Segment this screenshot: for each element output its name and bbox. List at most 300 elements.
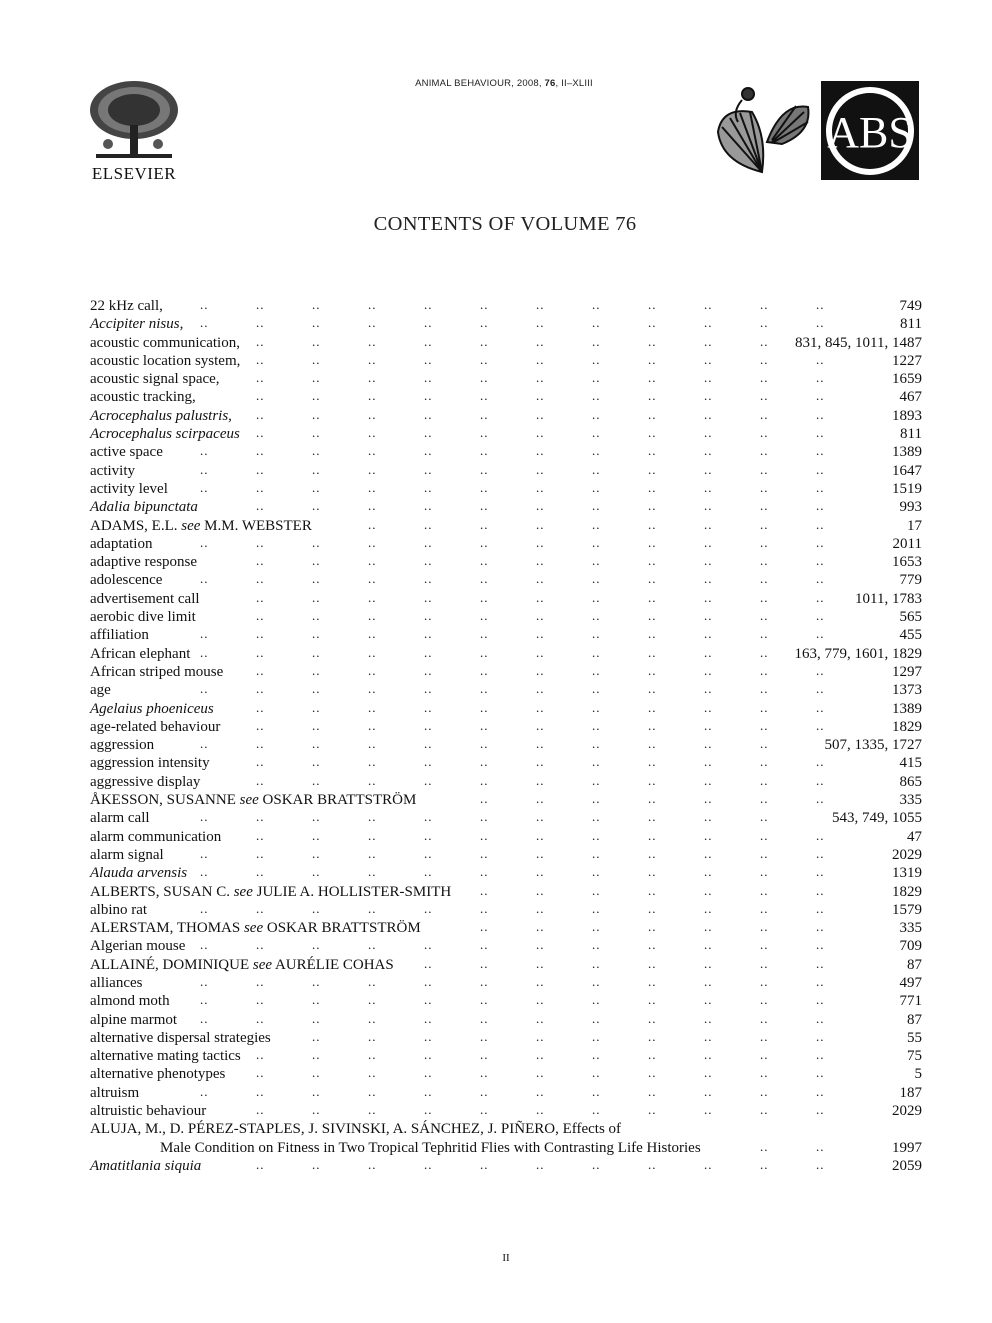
leader-dot: .. bbox=[536, 882, 545, 898]
leader-dot: .. bbox=[200, 1083, 209, 1099]
leader-dots bbox=[90, 315, 922, 333]
leader-dot: .. bbox=[424, 827, 433, 843]
leader-dot: .. bbox=[424, 571, 433, 587]
leader-dot: .. bbox=[648, 388, 657, 404]
index-entry bbox=[90, 883, 922, 901]
term-text: Agelaius phoeniceus bbox=[90, 700, 214, 717]
leader-dot: .. bbox=[592, 388, 601, 404]
leader-dots bbox=[90, 718, 922, 736]
leader-dot: .. bbox=[368, 498, 377, 514]
see-target: M.M. WEBSTER bbox=[200, 517, 312, 534]
leader-dot: .. bbox=[256, 809, 265, 825]
leader-dots bbox=[90, 937, 922, 955]
leader-dot: .. bbox=[536, 1047, 545, 1063]
index-entry bbox=[90, 590, 922, 608]
leader-dot: .. bbox=[816, 900, 825, 916]
leader-dot: .. bbox=[368, 1156, 377, 1172]
leader-dot: .. bbox=[536, 973, 545, 989]
term-text: Acrocephalus scirpaceus bbox=[90, 426, 240, 443]
leader-dot: .. bbox=[480, 1010, 489, 1026]
leader-dots bbox=[90, 1065, 922, 1083]
see-reference: see bbox=[252, 956, 273, 973]
elsevier-logo bbox=[86, 80, 182, 184]
leader-dot: .. bbox=[368, 864, 377, 880]
leader-dot: .. bbox=[648, 553, 657, 569]
leader-dot: .. bbox=[648, 443, 657, 459]
leader-dot: .. bbox=[704, 864, 713, 880]
page-ref: 1389 bbox=[892, 700, 922, 717]
leader-dot: .. bbox=[816, 717, 825, 733]
term-text: alarm signal bbox=[90, 846, 164, 863]
term-text: alternative mating tactics bbox=[90, 1048, 241, 1065]
index-entry bbox=[90, 1029, 922, 1047]
leader-dot: .. bbox=[592, 626, 601, 642]
leader-dot: .. bbox=[424, 699, 433, 715]
leader-dot: .. bbox=[760, 772, 769, 788]
leader-dot: .. bbox=[368, 406, 377, 422]
leader-dot: .. bbox=[256, 772, 265, 788]
leader-dot: .. bbox=[424, 1065, 433, 1081]
leader-dot: .. bbox=[368, 699, 377, 715]
page-ref: 771 bbox=[899, 993, 922, 1010]
page-title: CONTENTS OF VOLUME 76 bbox=[373, 213, 637, 235]
see-reference: see bbox=[243, 920, 264, 937]
leader-dot: .. bbox=[256, 681, 265, 697]
leader-dot: .. bbox=[704, 809, 713, 825]
page-ref: 47 bbox=[907, 828, 922, 845]
leader-dot: .. bbox=[704, 754, 713, 770]
leader-dot: .. bbox=[760, 498, 769, 514]
leader-dot: .. bbox=[760, 973, 769, 989]
elsevier-wordmark: ELSEVIER bbox=[91, 164, 177, 183]
leader-dots bbox=[90, 974, 922, 992]
term-text: Algerian mouse bbox=[90, 938, 186, 955]
leader-dot: .. bbox=[200, 992, 209, 1008]
leader-dot: .. bbox=[256, 388, 265, 404]
leader-dot: .. bbox=[312, 388, 321, 404]
leader-dot: .. bbox=[648, 1102, 657, 1118]
leader-dot: .. bbox=[424, 736, 433, 752]
leader-dot: .. bbox=[536, 1083, 545, 1099]
leader-dot: .. bbox=[592, 699, 601, 715]
index-entry bbox=[90, 974, 922, 992]
leader-dot: .. bbox=[256, 608, 265, 624]
leader-dot: .. bbox=[760, 333, 769, 349]
index-entry bbox=[90, 645, 922, 663]
leader-dot: .. bbox=[760, 461, 769, 477]
shell-bird-emblem-icon bbox=[712, 82, 814, 180]
leader-dots bbox=[90, 388, 922, 406]
term-text: alternative dispersal strategies bbox=[90, 1029, 271, 1046]
leader-dot: .. bbox=[368, 553, 377, 569]
leader-dot: .. bbox=[480, 406, 489, 422]
term-text: aggressive display bbox=[90, 773, 201, 790]
leader-dot: .. bbox=[312, 1010, 321, 1026]
leader-dot: .. bbox=[256, 864, 265, 880]
leader-dots bbox=[90, 736, 922, 754]
leader-dot: .. bbox=[760, 900, 769, 916]
term-text: age bbox=[90, 682, 111, 699]
leader-dots bbox=[90, 462, 922, 480]
leader-dot: .. bbox=[760, 553, 769, 569]
term-text: adolescence bbox=[90, 572, 163, 589]
term-text: acoustic communication, bbox=[90, 334, 240, 351]
leader-dot: .. bbox=[424, 717, 433, 733]
term-text: alpine marmot bbox=[90, 1011, 178, 1028]
leader-dot: .. bbox=[760, 443, 769, 459]
leader-dot: .. bbox=[312, 827, 321, 843]
leader-dot: .. bbox=[368, 461, 377, 477]
leader-dot: .. bbox=[760, 1083, 769, 1099]
index-entry bbox=[90, 1120, 922, 1138]
see-target: AURÉLIE COHAS bbox=[272, 956, 394, 973]
leader-dot: .. bbox=[760, 516, 769, 532]
leader-dot: .. bbox=[536, 681, 545, 697]
leader-dot: .. bbox=[704, 772, 713, 788]
leader-dot: .. bbox=[816, 589, 825, 605]
index-entry bbox=[90, 352, 922, 370]
leader-dot: .. bbox=[648, 1047, 657, 1063]
leader-dot: .. bbox=[256, 626, 265, 642]
author-name: ALBERTS, SUSAN C. bbox=[90, 883, 234, 900]
leader-dot: .. bbox=[480, 845, 489, 861]
leader-dot: .. bbox=[592, 589, 601, 605]
term-text: alternative phenotypes bbox=[90, 1066, 226, 1083]
leader-dot: .. bbox=[704, 498, 713, 514]
leader-dot: .. bbox=[760, 699, 769, 715]
leader-dot: .. bbox=[200, 1010, 209, 1026]
leader-dots bbox=[90, 754, 922, 772]
leader-dot: .. bbox=[704, 1047, 713, 1063]
leader-dot: .. bbox=[256, 1156, 265, 1172]
page-ref: 543, 749, 1055 bbox=[832, 810, 922, 827]
leader-dot: .. bbox=[368, 1028, 377, 1044]
leader-dot: .. bbox=[704, 425, 713, 441]
index-entry bbox=[90, 1065, 922, 1083]
leader-dot: .. bbox=[424, 1102, 433, 1118]
leader-dot: .. bbox=[592, 1010, 601, 1026]
leader-dot: .. bbox=[760, 937, 769, 953]
leader-dot: .. bbox=[312, 498, 321, 514]
leader-dot: .. bbox=[256, 333, 265, 349]
leader-dot: .. bbox=[816, 461, 825, 477]
leader-dot: .. bbox=[704, 992, 713, 1008]
leader-dot: .. bbox=[200, 297, 209, 312]
leader-dot: .. bbox=[536, 791, 545, 807]
page-ref: 993 bbox=[899, 499, 922, 516]
leader-dot: .. bbox=[312, 699, 321, 715]
leader-dot: .. bbox=[312, 772, 321, 788]
leader-dot: .. bbox=[312, 553, 321, 569]
page-ref: 1829 bbox=[892, 883, 922, 900]
leader-dot: .. bbox=[704, 461, 713, 477]
leader-dot: .. bbox=[312, 425, 321, 441]
leader-dot: .. bbox=[480, 388, 489, 404]
leader-dot: .. bbox=[816, 425, 825, 441]
leader-dot: .. bbox=[648, 827, 657, 843]
page-ref: 779 bbox=[899, 572, 922, 589]
leader-dot: .. bbox=[592, 443, 601, 459]
leader-dot: .. bbox=[648, 370, 657, 386]
leader-dot: .. bbox=[536, 1010, 545, 1026]
term-text: altruistic behaviour bbox=[90, 1103, 207, 1120]
leader-dot: .. bbox=[536, 571, 545, 587]
leader-dot: .. bbox=[312, 351, 321, 367]
leader-dot: .. bbox=[648, 973, 657, 989]
leader-dots bbox=[90, 590, 922, 608]
leader-dot: .. bbox=[312, 717, 321, 733]
journal-name: ANIMAL BEHAVIOUR, 2008, bbox=[415, 78, 545, 89]
leader-dot: .. bbox=[704, 1083, 713, 1099]
term-text: Amatitlania siquia bbox=[90, 1157, 202, 1174]
leader-dot: .. bbox=[256, 425, 265, 441]
leader-dot: .. bbox=[312, 461, 321, 477]
leader-dot: .. bbox=[312, 736, 321, 752]
index-entry bbox=[90, 462, 922, 480]
leader-dot: .. bbox=[648, 791, 657, 807]
leader-dot: .. bbox=[312, 644, 321, 660]
leader-dot: .. bbox=[592, 1083, 601, 1099]
leader-dot: .. bbox=[200, 900, 209, 916]
leader-dot: .. bbox=[704, 516, 713, 532]
leader-dot: .. bbox=[760, 479, 769, 495]
leader-dot: .. bbox=[704, 900, 713, 916]
leader-dot: .. bbox=[704, 297, 713, 312]
index-entry bbox=[90, 754, 922, 772]
term-text: adaptive response bbox=[90, 554, 198, 571]
leader-dot: .. bbox=[704, 1010, 713, 1026]
leader-dot: .. bbox=[424, 315, 433, 331]
leader-dot: .. bbox=[368, 425, 377, 441]
leader-dot: .. bbox=[648, 406, 657, 422]
leader-dot: .. bbox=[424, 1028, 433, 1044]
leader-dot: .. bbox=[424, 1010, 433, 1026]
term-text: aggression bbox=[90, 737, 155, 754]
leader-dot: .. bbox=[368, 608, 377, 624]
leader-dot: .. bbox=[592, 608, 601, 624]
leader-dots bbox=[90, 1139, 922, 1157]
leader-dot: .. bbox=[256, 662, 265, 678]
leader-dot: .. bbox=[704, 1156, 713, 1172]
index-entry bbox=[90, 828, 922, 846]
leader-dot: .. bbox=[816, 955, 825, 971]
leader-dot: .. bbox=[480, 425, 489, 441]
leader-dot: .. bbox=[816, 388, 825, 404]
leader-dots bbox=[90, 883, 922, 901]
page-ref: 1373 bbox=[892, 682, 922, 699]
leader-dots bbox=[90, 864, 922, 882]
leader-dot: .. bbox=[704, 315, 713, 331]
leader-dot: .. bbox=[536, 1102, 545, 1118]
leader-dot: .. bbox=[592, 498, 601, 514]
leader-dot: .. bbox=[312, 406, 321, 422]
leader-dot: .. bbox=[704, 937, 713, 953]
leader-dot: .. bbox=[816, 1138, 825, 1154]
leader-dot: .. bbox=[592, 882, 601, 898]
leader-dot: .. bbox=[480, 919, 489, 935]
leader-dot: .. bbox=[424, 809, 433, 825]
leader-dot: .. bbox=[368, 1102, 377, 1118]
page-ref: 1011, 1783 bbox=[855, 590, 922, 607]
see-target: JULIE A. HOLLISTER-SMITH bbox=[252, 883, 452, 900]
leader-dot: .. bbox=[256, 1010, 265, 1026]
leader-dot: .. bbox=[704, 571, 713, 587]
leader-dot: .. bbox=[648, 937, 657, 953]
leader-dot: .. bbox=[816, 992, 825, 1008]
leader-dot: .. bbox=[424, 1083, 433, 1099]
leader-dot: .. bbox=[256, 1083, 265, 1099]
leader-dot: .. bbox=[704, 626, 713, 642]
leader-dot: .. bbox=[200, 315, 209, 331]
leader-dot: .. bbox=[760, 1010, 769, 1026]
term-text: albino rat bbox=[90, 901, 148, 918]
index-entry bbox=[90, 1084, 922, 1102]
leader-dot: .. bbox=[424, 937, 433, 953]
index-entry bbox=[90, 1011, 922, 1029]
index-term bbox=[90, 1120, 621, 1138]
leader-dot: .. bbox=[648, 882, 657, 898]
leader-dot: .. bbox=[480, 809, 489, 825]
leader-dot: .. bbox=[480, 498, 489, 514]
term-text: Male Condition on Fitness in Two Tropical Tephritid Flies with Contrasting Life Histories bbox=[160, 1139, 701, 1156]
leader-dot: .. bbox=[648, 1010, 657, 1026]
leader-dot: .. bbox=[424, 681, 433, 697]
leader-dot: .. bbox=[592, 845, 601, 861]
leader-dot: .. bbox=[368, 736, 377, 752]
leader-dot: .. bbox=[424, 644, 433, 660]
leader-dot: .. bbox=[256, 315, 265, 331]
leader-dot: .. bbox=[704, 1028, 713, 1044]
see-target: OSKAR BRATTSTRÖM bbox=[263, 920, 421, 937]
leader-dots bbox=[90, 919, 922, 937]
leader-dot: .. bbox=[760, 644, 769, 660]
leader-dot: .. bbox=[704, 955, 713, 971]
leader-dot: .. bbox=[256, 1102, 265, 1118]
leader-dot: .. bbox=[592, 809, 601, 825]
leader-dot: .. bbox=[312, 1102, 321, 1118]
leader-dot: .. bbox=[592, 406, 601, 422]
leader-dot: .. bbox=[424, 479, 433, 495]
leader-dot: .. bbox=[648, 479, 657, 495]
page-ref: 1893 bbox=[892, 407, 922, 424]
leader-dot: .. bbox=[368, 534, 377, 550]
page-ref: 75 bbox=[907, 1048, 922, 1065]
leader-dots bbox=[90, 791, 922, 809]
leader-dot: .. bbox=[312, 479, 321, 495]
leader-dot: .. bbox=[760, 1028, 769, 1044]
leader-dot: .. bbox=[312, 1065, 321, 1081]
leader-dot: .. bbox=[256, 973, 265, 989]
leader-dot: .. bbox=[536, 864, 545, 880]
leader-dot: .. bbox=[424, 406, 433, 422]
leader-dots bbox=[90, 1157, 922, 1175]
leader-dot: .. bbox=[592, 461, 601, 477]
page-ref: 335 bbox=[899, 792, 922, 809]
leader-dot: .. bbox=[368, 809, 377, 825]
leader-dot: .. bbox=[368, 1083, 377, 1099]
leader-dot: .. bbox=[816, 351, 825, 367]
leader-dot: .. bbox=[704, 1065, 713, 1081]
leader-dot: .. bbox=[816, 827, 825, 843]
leader-dot: .. bbox=[816, 864, 825, 880]
leader-dot: .. bbox=[424, 864, 433, 880]
leader-dot: .. bbox=[424, 297, 433, 312]
leader-dot: .. bbox=[256, 297, 265, 312]
leader-dot: .. bbox=[536, 479, 545, 495]
leader-dots bbox=[90, 828, 922, 846]
page-ref: 1829 bbox=[892, 718, 922, 735]
index-entry bbox=[90, 1157, 922, 1175]
leader-dot: .. bbox=[648, 589, 657, 605]
leader-dot: .. bbox=[704, 553, 713, 569]
leader-dot: .. bbox=[480, 699, 489, 715]
index-entry bbox=[90, 919, 922, 937]
leader-dots bbox=[90, 480, 922, 498]
leader-dot: .. bbox=[312, 608, 321, 624]
leader-dot: .. bbox=[816, 772, 825, 788]
index-entry bbox=[90, 846, 922, 864]
leader-dot: .. bbox=[704, 534, 713, 550]
leader-dot: .. bbox=[536, 626, 545, 642]
leader-dot: .. bbox=[536, 809, 545, 825]
leader-dot: .. bbox=[648, 425, 657, 441]
leader-dot: .. bbox=[648, 845, 657, 861]
page-ref: 87 bbox=[907, 1011, 922, 1028]
leader-dot: .. bbox=[424, 955, 433, 971]
term-text: affiliation bbox=[90, 627, 149, 644]
leader-dot: .. bbox=[256, 461, 265, 477]
page-ref: 507, 1335, 1727 bbox=[824, 737, 922, 754]
leader-dot: .. bbox=[312, 534, 321, 550]
leader-dot: .. bbox=[592, 791, 601, 807]
leader-dot: .. bbox=[592, 717, 601, 733]
leader-dot: .. bbox=[648, 461, 657, 477]
leader-dot: .. bbox=[536, 736, 545, 752]
leader-dot: .. bbox=[592, 534, 601, 550]
leader-dot: .. bbox=[480, 571, 489, 587]
index-entry bbox=[90, 773, 922, 791]
leader-dot: .. bbox=[704, 370, 713, 386]
leader-dot: .. bbox=[424, 370, 433, 386]
leader-dot: .. bbox=[368, 1010, 377, 1026]
leader-dot: .. bbox=[816, 571, 825, 587]
page-ref: 2029 bbox=[892, 846, 922, 863]
leader-dot: .. bbox=[816, 479, 825, 495]
leader-dot: .. bbox=[480, 900, 489, 916]
term-text: activity bbox=[90, 462, 135, 479]
leader-dots bbox=[90, 846, 922, 864]
leader-dot: .. bbox=[368, 717, 377, 733]
leader-dot: .. bbox=[536, 516, 545, 532]
leader-dot: .. bbox=[424, 662, 433, 678]
leader-dot: .. bbox=[648, 626, 657, 642]
leader-dot: .. bbox=[704, 388, 713, 404]
leader-dot: .. bbox=[480, 1083, 489, 1099]
leader-dots bbox=[90, 663, 922, 681]
leader-dot: .. bbox=[760, 297, 769, 312]
leader-dot: .. bbox=[648, 644, 657, 660]
leader-dot: .. bbox=[816, 608, 825, 624]
leader-dot: .. bbox=[704, 351, 713, 367]
leader-dot: .. bbox=[648, 571, 657, 587]
leader-dot: .. bbox=[648, 955, 657, 971]
leader-dot: .. bbox=[256, 534, 265, 550]
leader-dot: .. bbox=[368, 662, 377, 678]
leader-dot: .. bbox=[256, 827, 265, 843]
leader-dot: .. bbox=[592, 827, 601, 843]
page-ref: 1653 bbox=[892, 554, 922, 571]
leader-dot: .. bbox=[592, 553, 601, 569]
